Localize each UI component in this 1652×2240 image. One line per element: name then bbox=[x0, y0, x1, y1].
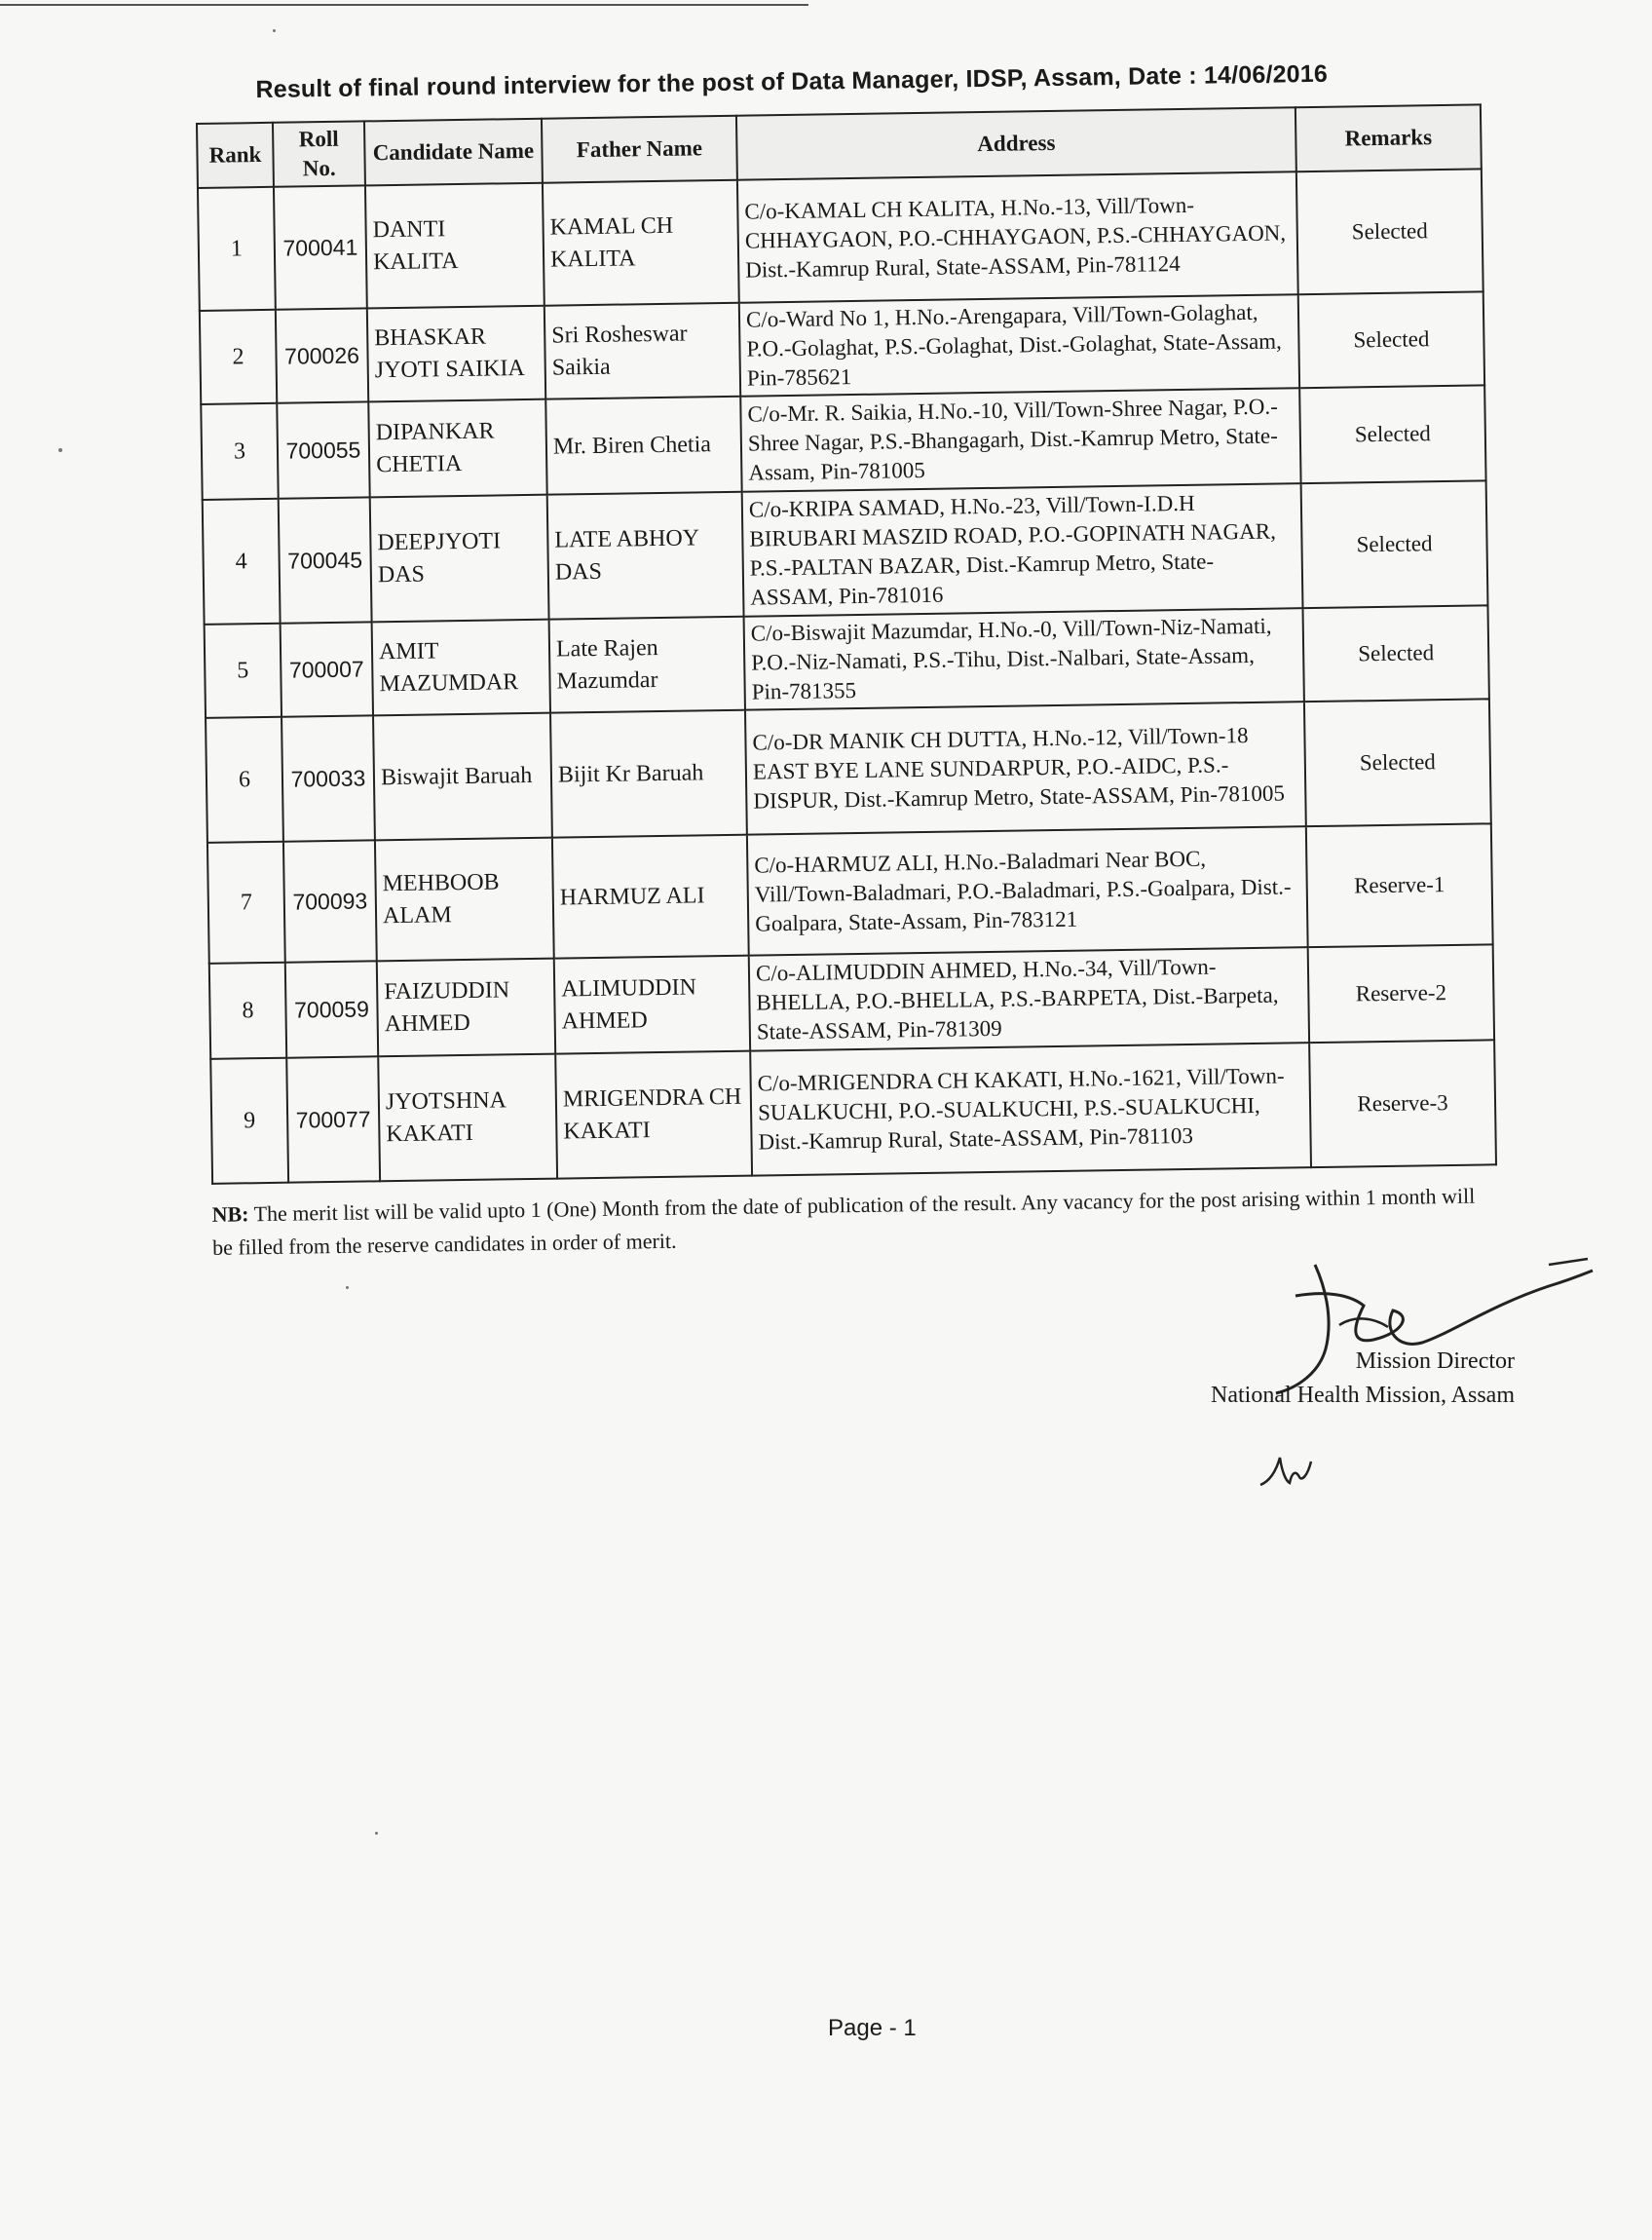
cell-father: Late Rajen Mazumdar bbox=[549, 617, 745, 713]
cell-father: MRIGENDRA CH KAKATI bbox=[555, 1051, 752, 1179]
cell-father: KAMAL CH KALITA bbox=[543, 180, 739, 306]
cell-remarks: Reserve-3 bbox=[1309, 1040, 1496, 1167]
cell-name: Biswajit Baruah bbox=[373, 713, 552, 841]
cell-roll: 700059 bbox=[285, 961, 378, 1057]
cell-address: C/o-KRIPA SAMAD, H.No.-23, Vill/Town-I.D.H BIRUBARI MASZID ROAD, P.O.-GOPINATH NAGAR, P.S.-PALTAN BAZAR, Dist.-Kamrup Metro, State-ASSAM, Pin-781016 bbox=[742, 483, 1303, 617]
cell-roll: 700033 bbox=[282, 715, 375, 841]
cell-father: HARMUZ ALI bbox=[552, 835, 749, 959]
header-remarks: Remarks bbox=[1295, 104, 1482, 171]
cell-address: C/o-HARMUZ ALI, H.No.-Baladmari Near BOC, Vill/Town-Baladmari, P.O.-Baladmari, P.S.-Goalpara, Dist.-Goalpara, State-Assam, Pin-783121 bbox=[747, 826, 1308, 956]
cell-name: MEHBOOB ALAM bbox=[375, 838, 554, 962]
scan-speck bbox=[58, 448, 62, 452]
cell-address: C/o-KAMAL CH KALITA, H.No.-13, Vill/Town-CHHAYGAON, P.O.-CHHAYGAON, P.S.-CHHAYGAON, Dist.-Kamrup Rural, State-ASSAM, Pin-781124 bbox=[737, 171, 1298, 303]
cell-roll: 700045 bbox=[279, 497, 372, 623]
header-roll: Roll No. bbox=[273, 121, 365, 186]
table-row bbox=[210, 1040, 1496, 1184]
cell-remarks: Selected bbox=[1301, 480, 1488, 608]
cell-name: DANTI KALITA bbox=[365, 183, 544, 309]
cell-name: DEEPJYOTI DAS bbox=[370, 495, 549, 623]
table-row bbox=[209, 944, 1494, 1059]
document-body bbox=[195, 39, 1537, 1265]
signatory-block bbox=[1183, 1257, 1515, 1413]
cell-roll: 700007 bbox=[281, 622, 373, 716]
cell-name: FAIZUDDIN AHMED bbox=[377, 959, 555, 1057]
cell-roll: 700026 bbox=[276, 308, 368, 402]
cell-rank: 9 bbox=[210, 1058, 288, 1184]
cell-remarks: Selected bbox=[1302, 605, 1488, 702]
header-rank: Rank bbox=[197, 123, 274, 188]
cell-rank: 5 bbox=[205, 624, 282, 718]
cell-father: Sri Rosheswar Saikia bbox=[544, 303, 740, 399]
table-row bbox=[201, 385, 1485, 500]
cell-address: C/o-Mr. R. Saikia, H.No.-10, Vill/Town-Shree Nagar, P.O.-Shree Nagar, P.S.-Bhangagarh, Dist.-Kamrup Metro, State-Assam, Pin-781005 bbox=[740, 388, 1300, 492]
cell-remarks: Reserve-1 bbox=[1306, 823, 1493, 947]
scan-speck bbox=[346, 1286, 349, 1289]
initials-mark bbox=[1257, 1452, 1315, 1491]
cell-address: C/o-DR MANIK CH DUTTA, H.No.-12, Vill/Town-18 EAST BYE LANE SUNDARPUR, P.O.-AIDC, P.S.-DISPUR, Dist.-Kamrup Metro, State-ASSAM, Pin-781005 bbox=[745, 702, 1306, 835]
cell-rank: 4 bbox=[203, 499, 281, 625]
cell-roll: 700055 bbox=[277, 401, 369, 498]
cell-name: JYOTSHNA KAKATI bbox=[378, 1054, 557, 1182]
cell-father: Bijit Kr Baruah bbox=[550, 710, 747, 838]
signatory-organisation: National Health Mission, Assam bbox=[1211, 1383, 1515, 1408]
top-edge-rule bbox=[0, 4, 808, 6]
signatory-designation: Mission Director bbox=[1355, 1348, 1515, 1374]
header-address: Address bbox=[736, 107, 1296, 180]
table-row bbox=[203, 480, 1488, 625]
cell-rank: 6 bbox=[206, 717, 283, 843]
table-row bbox=[198, 169, 1483, 311]
cell-name: BHASKAR JYOTI SAIKIA bbox=[367, 306, 545, 402]
cell-father: Mr. Biren Chetia bbox=[545, 397, 741, 495]
cell-rank: 2 bbox=[200, 310, 277, 404]
cell-remarks: Selected bbox=[1296, 169, 1483, 294]
cell-rank: 7 bbox=[207, 842, 285, 964]
note-label: NB: bbox=[211, 1201, 249, 1227]
cell-address: C/o-ALIMUDDIN AHMED, H.No.-34, Vill/Town-BHELLA, P.O.-BHELLA, P.S.-BARPETA, Dist.-Barpeta, State-ASSAM, Pin-781309 bbox=[749, 947, 1309, 1051]
cell-father: ALIMUDDIN AHMED bbox=[554, 956, 750, 1054]
cell-father: LATE ABHOY DAS bbox=[547, 492, 744, 620]
cell-roll: 700041 bbox=[274, 185, 367, 309]
cell-roll: 700093 bbox=[283, 840, 377, 962]
cell-remarks: Selected bbox=[1304, 699, 1491, 826]
scan-speck bbox=[375, 1832, 378, 1835]
merit-note bbox=[211, 1179, 1498, 1265]
cell-remarks: Selected bbox=[1299, 385, 1485, 483]
result-table bbox=[196, 103, 1497, 1184]
table-row bbox=[206, 699, 1491, 843]
cell-name: AMIT MAZUMDAR bbox=[372, 620, 550, 716]
header-name: Candidate Name bbox=[364, 119, 543, 186]
cell-remarks: Reserve-2 bbox=[1308, 944, 1494, 1043]
cell-address: C/o-Biswajit Mazumdar, H.No.-0, Vill/Town-Niz-Namati, P.O.-Niz-Namati, P.S.-Tihu, Dist.-Nalbari, State-Assam, Pin-781355 bbox=[744, 608, 1304, 710]
page-number: Page - 1 bbox=[828, 2015, 917, 2041]
cell-address: C/o-Ward No 1, H.No.-Arengapara, Vill/Town-Golaghat, P.O.-Golaghat, P.S.-Golaghat, Dist.-Golaghat, State-Assam, Pin-785621 bbox=[739, 294, 1299, 397]
header-father: Father Name bbox=[542, 116, 737, 183]
note-text: The merit list will be valid upto 1 (One) Month from the date of publication of the result. Any vacancy for the post arising within 1 month will be filled from the reserve candidates in order of merit. bbox=[211, 1183, 1476, 1260]
cell-rank: 1 bbox=[198, 187, 276, 311]
cell-rank: 8 bbox=[209, 963, 286, 1059]
cell-address: C/o-MRIGENDRA CH KAKATI, H.No.-1621, Vill/Town-SUALKUCHI, P.O.-SUALKUCHI, P.S.-SUALKUCHI, Dist.-Kamrup Rural, State-ASSAM, Pin-781103 bbox=[750, 1043, 1311, 1176]
scan-speck bbox=[273, 29, 276, 32]
cell-rank: 3 bbox=[201, 403, 278, 500]
page-title: Result of final round interview for the post of Data Manager, IDSP, Assam, Date : 14/06/2016 bbox=[255, 59, 1329, 104]
cell-name: DIPANKAR CHETIA bbox=[368, 399, 546, 498]
cell-remarks: Selected bbox=[1298, 291, 1484, 388]
table-row bbox=[207, 823, 1493, 964]
cell-roll: 700077 bbox=[286, 1056, 380, 1182]
